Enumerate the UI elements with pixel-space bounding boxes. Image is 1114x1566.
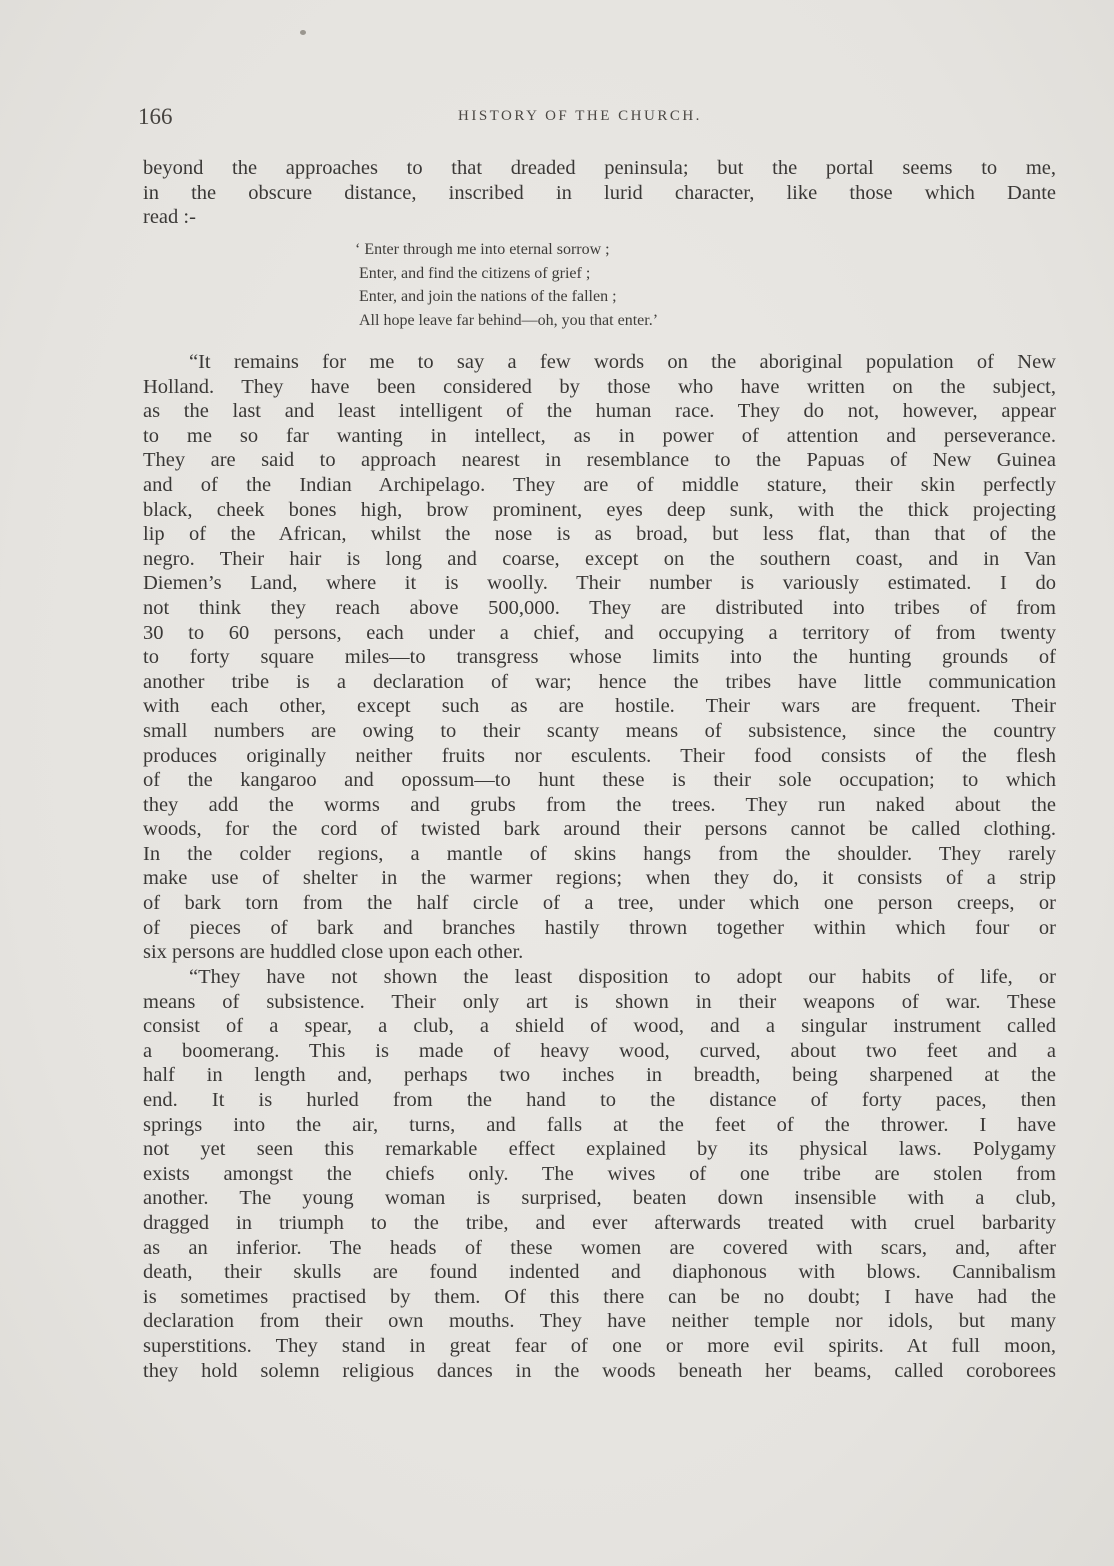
text-line: They are said to approach nearest in resemblance to the Papuas of New Guinea — [143, 449, 1056, 472]
text-line: of the kangaroo and opossum—to hunt these is their sole occupation; to which — [143, 769, 1056, 792]
paragraph-aboriginal-population — [143, 350, 1056, 965]
text-line: negro. Their hair is long and coarse, except on the southern coast, and in Van — [143, 547, 1056, 570]
text-line: they hold solemn religious dances in the woods beneath her beams, called coroborees — [143, 1359, 1056, 1382]
text-line: not think they reach above 500,000. They are distributed into tribes of from — [143, 596, 1056, 619]
ink-speck — [300, 30, 306, 35]
text-line: to forty square miles—to transgress whose limits into the hunting grounds of — [143, 646, 1056, 669]
text-line: 30 to 60 persons, each under a chief, and occupying a territory of from twenty — [143, 621, 1056, 644]
page-number: 166 — [138, 104, 173, 129]
text-line: death, their skulls are found indented and diaphonous with blows. Cannibalism — [143, 1261, 1056, 1284]
paragraph-weapons-and-customs — [143, 965, 1056, 1383]
text-line: woods, for the cord of twisted bark around their persons cannot be called clothing. — [143, 818, 1056, 841]
text-line: a boomerang. This is made of heavy wood, curved, about two feet and a — [143, 1039, 1056, 1062]
text-line: is sometimes practised by them. Of this there can be no doubt; I have had the — [143, 1285, 1056, 1308]
text-line: and of the Indian Archipelago. They are of middle stature, their skin perfectly — [143, 473, 1056, 496]
verse-line: Enter, and join the nations of the fallen ; — [359, 288, 617, 305]
text-line: lip of the African, whilst the nose is as broad, but less flat, than that of the — [143, 523, 1056, 546]
text-line: of pieces of bark and branches hastily thrown together within which four or — [143, 916, 1056, 939]
verse-quotation — [355, 238, 795, 332]
text-line: end. It is hurled from the hand to the distance of forty paces, then — [143, 1088, 1056, 1111]
text-line: to me so far wanting in intellect, as in power of attention and perseverance. — [143, 424, 1056, 447]
text-line: Holland. They have been considered by those who have written on the subject, — [143, 375, 1056, 398]
text-line: another tribe is a declaration of war; hence the tribes have little communication — [143, 670, 1056, 693]
text-line: black, cheek bones high, brow prominent, eyes deep sunk, with the thick projecting — [143, 498, 1056, 521]
verse-line: Enter, and find the citizens of grief ; — [359, 264, 591, 282]
page-header — [138, 104, 1058, 134]
text-line: in the obscure distance, inscribed in lurid character, like those which Dante — [143, 181, 1056, 204]
text-line: superstitions. They stand in great fear of one or more evil spirits. At full moon, — [143, 1334, 1056, 1357]
text-line: read :- — [143, 206, 196, 229]
text-line: as the last and least intelligent of the human race. They do not, however, appear — [143, 400, 1056, 423]
running-head: HISTORY OF THE CHURCH. — [458, 108, 702, 124]
text-line: produces originally neither fruits nor esculents. Their food consists of the flesh — [143, 744, 1056, 767]
text-line: beyond the approaches to that dreaded peninsula; but the portal seems to me, — [143, 157, 1056, 179]
text-line: as an inferior. The heads of these women are covered with scars, and, after — [143, 1236, 1056, 1259]
intro-paragraph — [143, 156, 1056, 230]
verse-line: ‘ Enter through me into eternal sorrow ; — [355, 241, 610, 258]
text-line: with each other, except such as are hostile. Their wars are frequent. Their — [143, 695, 1056, 718]
text-line: means of subsistence. Their only art is shown in their weapons of war. These — [143, 990, 1056, 1013]
text-line: six persons are huddled close upon each other. — [143, 941, 524, 964]
text-line: consist of a spear, a club, a shield of wood, and a singular instrument called — [143, 1015, 1056, 1038]
text-line: In the colder regions, a mantle of skins hangs from the shoulder. They rarely — [143, 842, 1056, 865]
text-line: not yet seen this remarkable effect explained by its physical laws. Polygamy — [143, 1138, 1056, 1161]
text-line: Diemen’s Land, where it is woolly. Their number is variously estimated. I do — [143, 572, 1056, 595]
text-line: another. The young woman is surprised, beaten down insensible with a club, — [143, 1187, 1056, 1210]
text-line: exists amongst the chiefs only. The wives of one tribe are stolen from — [143, 1162, 1056, 1185]
verse-line: All hope leave far behind—oh, you that enter.’ — [359, 311, 659, 329]
text-line: they add the worms and grubs from the trees. They run naked about the — [143, 793, 1056, 816]
text-line: small numbers are owing to their scanty means of subsistence, since the country — [143, 719, 1056, 742]
text-line: half in length and, perhaps two inches in breadth, being sharpened at the — [143, 1064, 1056, 1087]
text-line: declaration from their own mouths. They have neither temple nor idols, but many — [143, 1310, 1056, 1333]
text-line: springs into the air, turns, and falls at the feet of the thrower. I have — [143, 1113, 1056, 1136]
text-line: dragged in triumph to the tribe, and ever afterwards treated with cruel barbarity — [143, 1211, 1056, 1234]
text-line: “It remains for me to say a few words on the aboriginal population of New — [189, 351, 1056, 373]
text-line: of bark torn from the half circle of a tree, under which one person creeps, or — [143, 892, 1056, 915]
text-line: “They have not shown the least disposition to adopt our habits of life, or — [189, 966, 1056, 988]
text-line: make use of shelter in the warmer regions; when they do, it consists of a strip — [143, 867, 1056, 890]
